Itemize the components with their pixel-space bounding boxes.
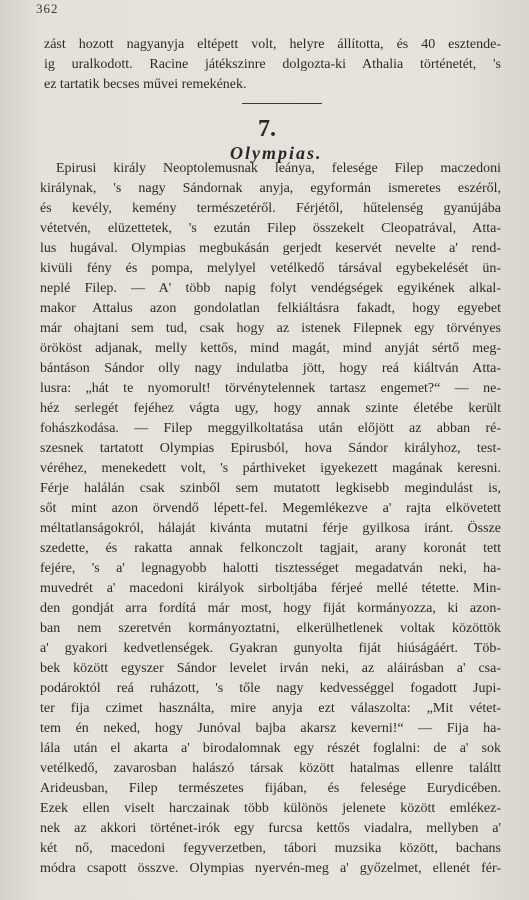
separator-rule: [242, 103, 322, 104]
body-line: két nő, macedoni fegyverzetben, tábori muzsika között, bachans: [40, 841, 501, 856]
body-line: vetélkedő, zavarosban halászó társak között hatalmas ellenre találtt: [40, 761, 501, 776]
body-line: Epirusi király Neoptolemusnak leánya, felesége Filep maczedoni: [56, 161, 501, 176]
body-line: vétetvén, elüzettetek, 's ezután Filep összekelt Cleopatrával, Atta-: [40, 221, 501, 236]
body-line: nek az akkori történet-irók egy furcsa kettős viadalra, mellyben a': [40, 821, 501, 836]
body-line: ban nem szeretvén kormányoztatni, elkerülhetlenek voltak közöttök: [40, 621, 501, 636]
body-line: Ezek ellen viselt harczainak több különös jelenete között emlékez-: [40, 801, 501, 816]
page-number: 362: [36, 1, 59, 16]
body-line: módra csapott összve. Olympias nyervén-meg a' győzelmet, ellenét fér-: [40, 861, 501, 876]
body-line: sőt mint azon örvendő lépett-fel. Megemlékezve a' rajta elkövetett: [40, 501, 501, 516]
body-line: szesnek tartatott Olympias Epirusból, hova Sándor királyhoz, test-: [40, 441, 501, 456]
body-line: örököst adjanak, melly kettős, mind magát, mind anyját sértő meg-: [40, 341, 501, 356]
body-line: királynak, 's nagy Sándornak anyja, egyformán ismeretes eszéről,: [40, 181, 501, 196]
body-line: már ohajtani sem tud, csak hogy az istenek Filepnek egy törvényes: [40, 321, 501, 336]
body-line: fohászkodása. — Filep meggyilkoltatása után előjött az abban ré-: [40, 421, 501, 436]
body-line: a' gyakori kedvetlenségek. Gyakran gunyolta fiját hiúságáért. Töb-: [40, 641, 501, 656]
body-line: véréhez, menekedett volt, 's párthiveket igyekezett magának keresni.: [40, 461, 501, 476]
body-line: szedette, és rakatta annak felkonczolt tagjait, arany koronát tett: [40, 541, 501, 556]
intro-line: zást hozott nagyanyja eltépett volt, helyre állította, és 40 esztende-: [44, 37, 501, 52]
body-line: és kevély, kemény természetéről. Férjétől, hűtelenség gyanújába: [40, 201, 501, 216]
body-line: den gondját arra fordítá már most, hogy fiját kormányozza, ki azon-: [40, 601, 501, 616]
body-line: podároktól reá ruházott, 's tőle nagy kedvességgel fogadott Jupi-: [40, 681, 501, 696]
body-line: tem én neked, hogy Junóval bajba akarsz keverni!“ — Fija ha-: [40, 721, 501, 736]
body-line: bántáson Sándor olly nagy indulatba jött, hogy reá kiáltván Atta-: [40, 361, 501, 376]
body-line: bek között egyszer Sándor levelet irván neki, az aláirásban a' csa-: [40, 661, 501, 676]
body-line: kivüli fény és pompa, melylyel vetélkedő társával egybekelését ün-: [40, 261, 501, 276]
intro-line: ig uralkodott. Racine játékszinre dolgozta-ki Athalia történetét, 's: [44, 57, 501, 72]
body-line: neplé Filep. — A' több napig folyt vendégségek egyikének alkal-: [40, 281, 501, 296]
body-line: ter fija czimet használta, mire anyja ezt válaszolta: „Mit vétet-: [40, 701, 501, 716]
section-title: Olympias.: [230, 143, 323, 163]
body-line: makor Attalus azon gondolatlan felkiáltásra fakadt, hogy egyebet: [40, 301, 501, 316]
body-line: lus hugával. Olympias megbukásán gerjedt keservét nevelte a' rend-: [40, 241, 501, 256]
body-line: lála után el akarta a' birodalomnak egy részét foglalni: de a' sok: [40, 741, 501, 756]
intro-line: ez tartatik becses művei remekének.: [44, 77, 247, 92]
body-line: héz serlegét fejéhez vágta ugy, hogy annak szinte életébe került: [40, 401, 501, 416]
body-line: lusra: „hát te nyomorult! törvénytelennek tartasz engemet?“ — ne-: [40, 381, 501, 396]
body-line: Férje halálán csak szinből sem mutatott legkisebb megindulást is,: [40, 481, 501, 496]
body-line: Arideusban, Filep természetes fijában, és felesége Eurydicében.: [40, 781, 501, 796]
body-line: muvedrét a' macedoni királyok sirboltjába férjeé mellé tétette. Min-: [40, 581, 501, 596]
body-line: fejére, 's a' legnagyobb halotti tisztességet megadatván neki, ha-: [40, 561, 501, 576]
section-number: 7.: [258, 116, 276, 142]
body-line: méltatlanságokról, hálaját kivánta mutatni férje gyilkosa iránt. Össze: [40, 521, 501, 536]
